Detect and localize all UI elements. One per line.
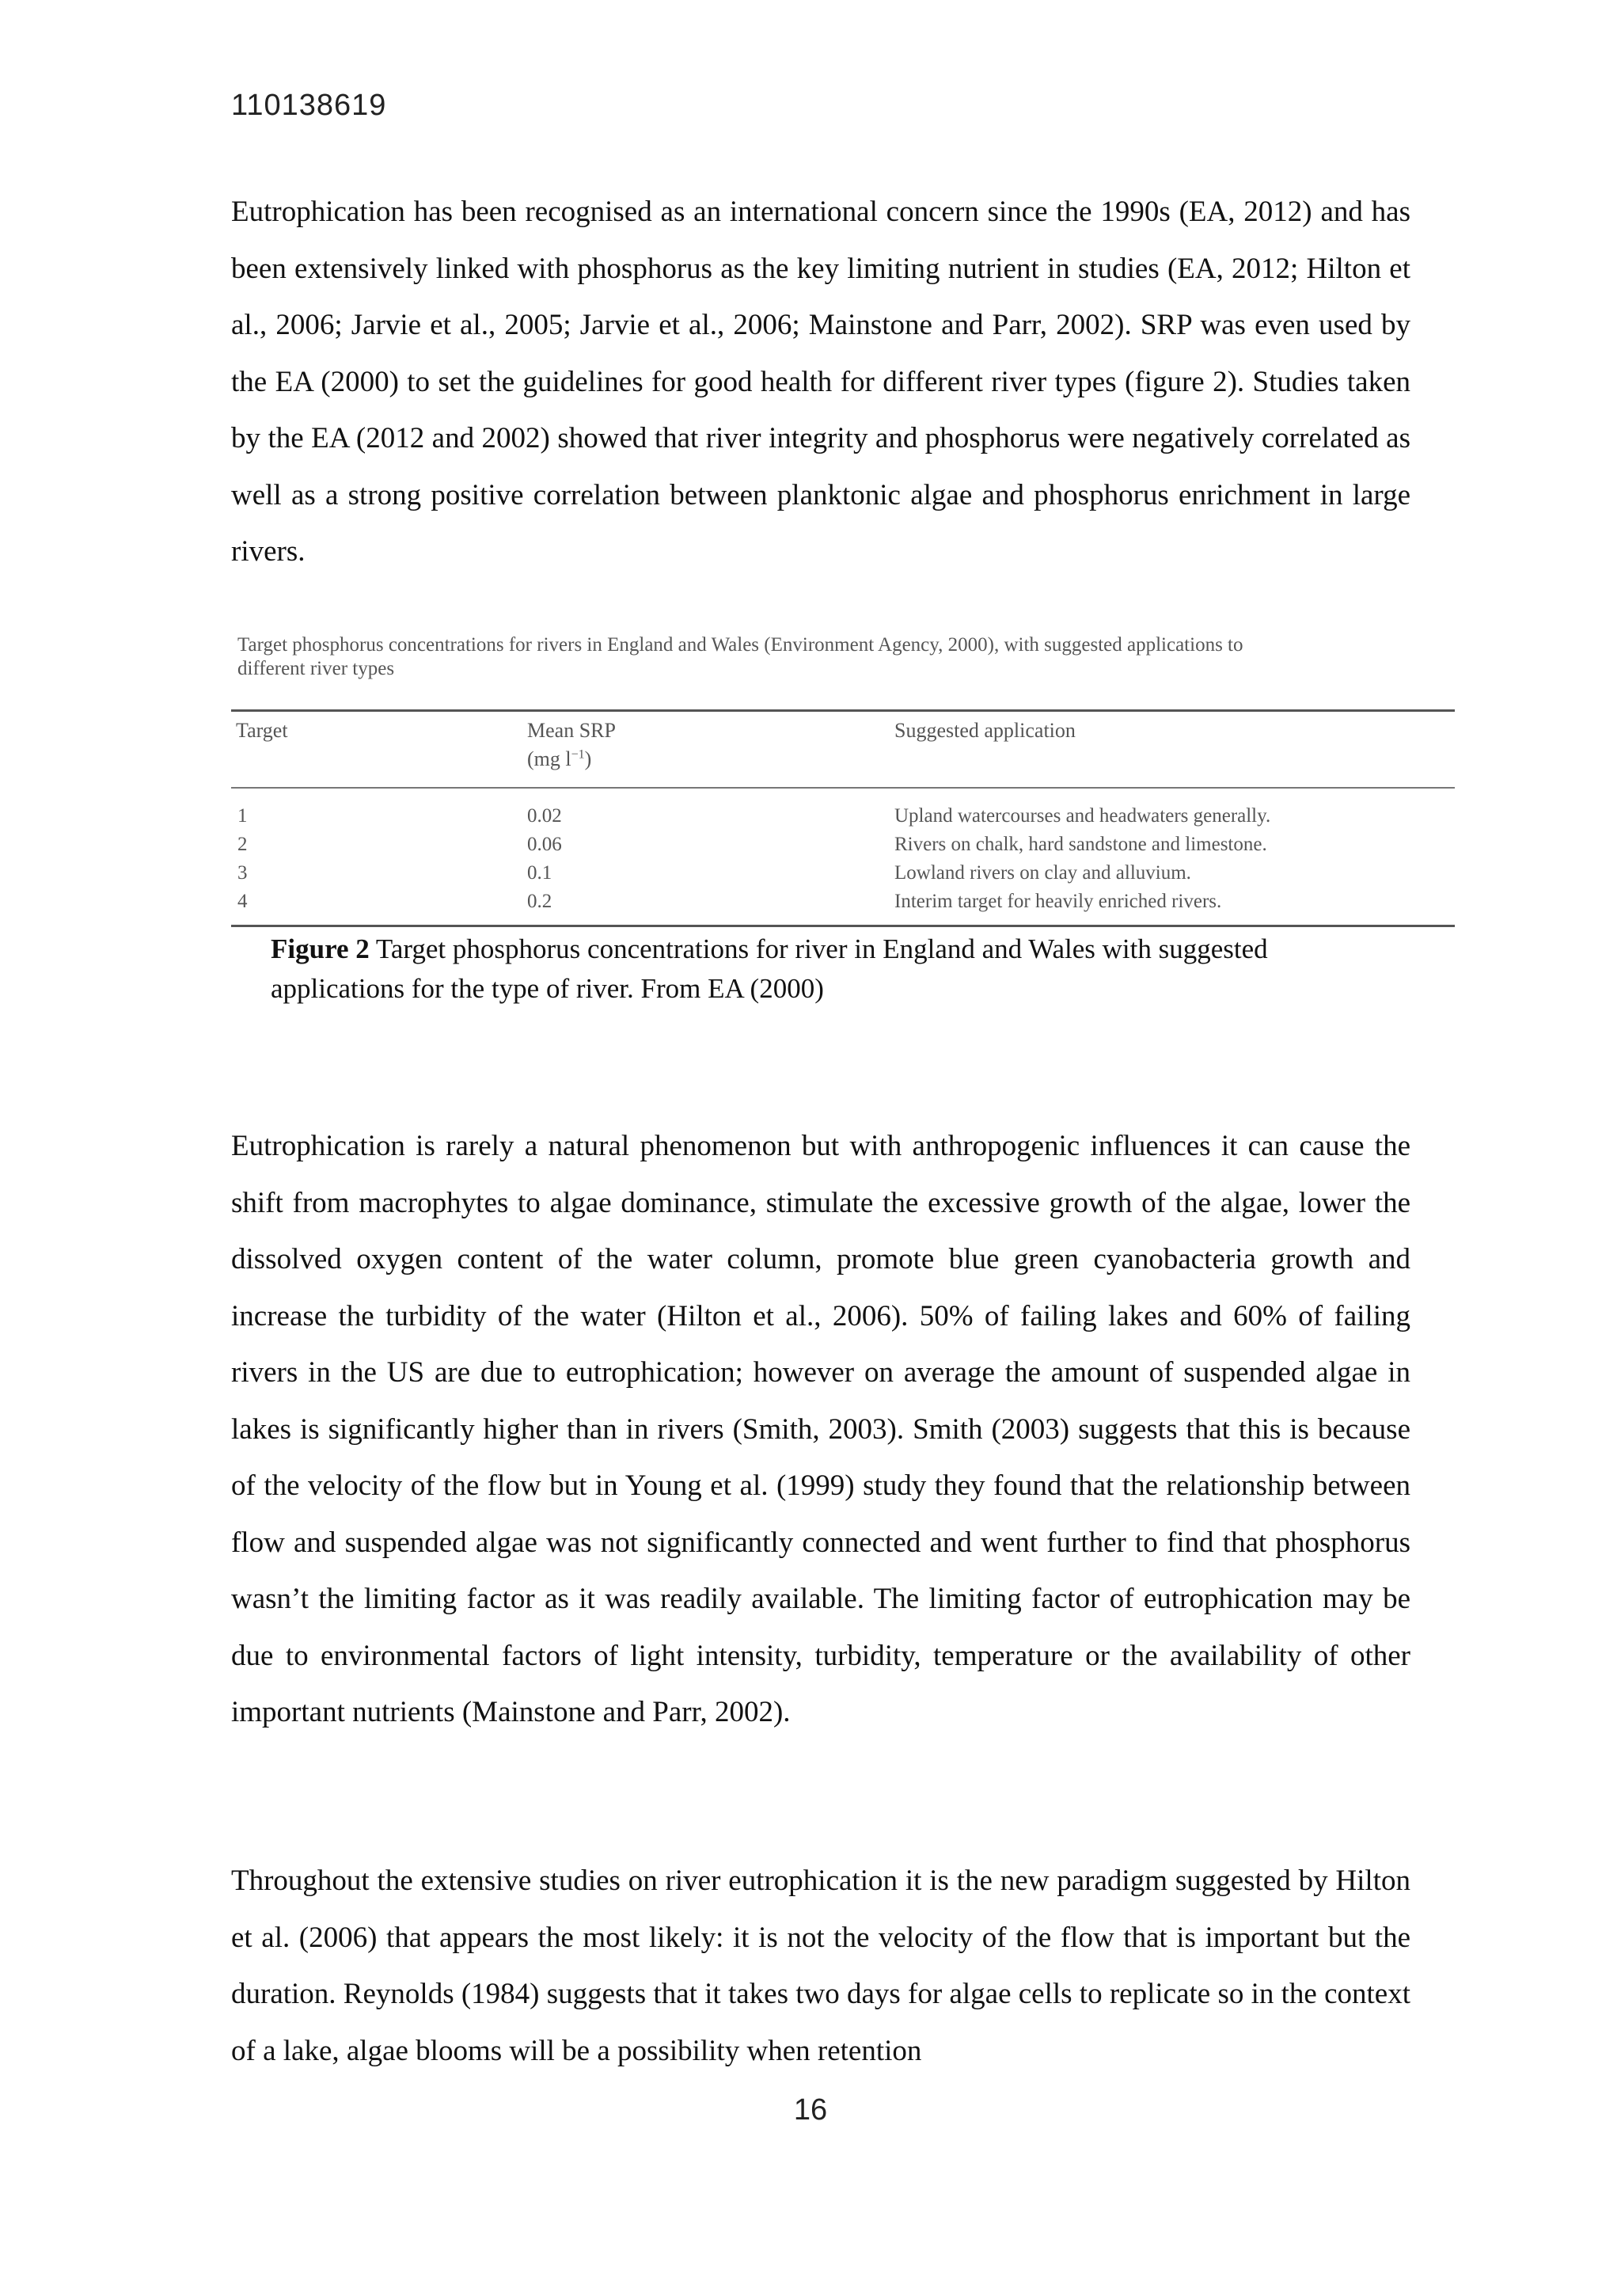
figure-label: Figure 2 [271, 933, 370, 964]
table-cell-application: Lowland rivers on clay and alluvium. [894, 862, 1191, 884]
table-cell-target: 3 [237, 862, 248, 884]
table-bottom-rule [231, 925, 1455, 927]
body-paragraph-1: Eutrophication has been recognised as an international concern since the 1990s (EA, 2012) and has been extensively linked with phosphorus as the key limiting nutrient in studies (EA, 2012; Hilton et al., 2006; Jarvie et al., 2005; Jarvie et al., 2006; Mainstone and Parr, 2002). SRP was even used by the EA (2000) to set the guidelines for good health for different river types (figure 2). Studies taken by the EA (2012 and 2002) showed that river integrity and phosphorus were negatively correlated as well as a strong positive correlation between planktonic algae and phosphorus enrichment in large rivers. [231, 196, 1410, 568]
table-cell-target: 1 [237, 805, 248, 827]
table-cell-srp: 0.1 [527, 862, 552, 884]
table-top-rule [231, 709, 1455, 712]
body-paragraph-2: Eutrophication is rarely a natural phenomenon but with anthropogenic influences it can cause the shift from macrophytes to algae dominance, stimulate the excessive growth of the algae, lower the dissolved oxygen content of the water column, promote blue green cyanobacteria growth and increase the turbidity of the water (Hilton et al., 2006). 50% of failing lakes and 60% of failing rivers in the US are due to eutrophication; however on average the amount of suspended algae in lakes is significantly higher than in rivers (Smith, 2003). Smith (2003) suggests that this is because of the velocity of the flow but in Young et al. (1999) study they found that the relationship between flow and suspended algae was not significantly connected and went further to find that phosphorus wasn’t the limiting factor as it was readily available. The limiting factor of eutrophication may be due to environmental factors of light intensity, turbidity, temperature or the availability of other important nutrients (Mainstone and Parr, 2002). [231, 1130, 1410, 1728]
page-number: 16 [793, 2093, 828, 2127]
body-paragraph-3: Throughout the extensive studies on river eutrophication it is the new paradigm suggested by Hilton et al. (2006) that appears the most likely: it is not the velocity of the flow that is important but the duration. Reynolds (1984) suggests that it takes two days for algae cells to replicate so in the context of a lake, algae blooms will be a possibility when retention [231, 1865, 1410, 2067]
student-id: 110138619 [231, 89, 387, 122]
table-row [231, 860, 1455, 887]
table-header-mean-srp-label: Mean SRP [527, 719, 616, 742]
table-cell-srp: 0.2 [527, 891, 552, 912]
table-cell-srp: 0.06 [527, 834, 562, 855]
unit-base: (mg l [527, 747, 571, 770]
table-cell-application: Upland watercourses and headwaters generally. [894, 805, 1271, 827]
table-caption-line-1: Target phosphorus concentrations for rivers in England and Wales (Environment Agency, 2000), with suggested applications to [237, 634, 1243, 656]
table-cell-application: Interim target for heavily enriched rivers. [894, 891, 1222, 912]
table-row [231, 831, 1455, 858]
table-caption [231, 633, 1455, 681]
table-cell-srp: 0.02 [527, 805, 562, 827]
table-header-mean-srp [527, 719, 616, 771]
figure-caption [271, 929, 1395, 1009]
table-cell-target: 2 [237, 834, 248, 855]
table-header-application: Suggested application [894, 719, 1076, 742]
figure-caption-text: Target phosphorus concentrations for river in England and Wales with suggested applications for the type of river. From EA (2000) [271, 933, 1268, 1004]
table-caption-line-2: different river types [237, 658, 395, 679]
phosphorus-target-table [231, 633, 1455, 912]
table-header-rule [231, 787, 1455, 789]
table-cell-application: Rivers on chalk, hard sandstone and limestone. [894, 834, 1267, 855]
table-row [231, 888, 1455, 915]
table-row [231, 803, 1455, 830]
table-header-target: Target [236, 719, 288, 742]
unit-close: ) [584, 747, 592, 770]
unit-exponent: −1 [571, 747, 585, 761]
table-cell-target: 4 [237, 891, 248, 912]
table-header-unit [527, 747, 591, 770]
